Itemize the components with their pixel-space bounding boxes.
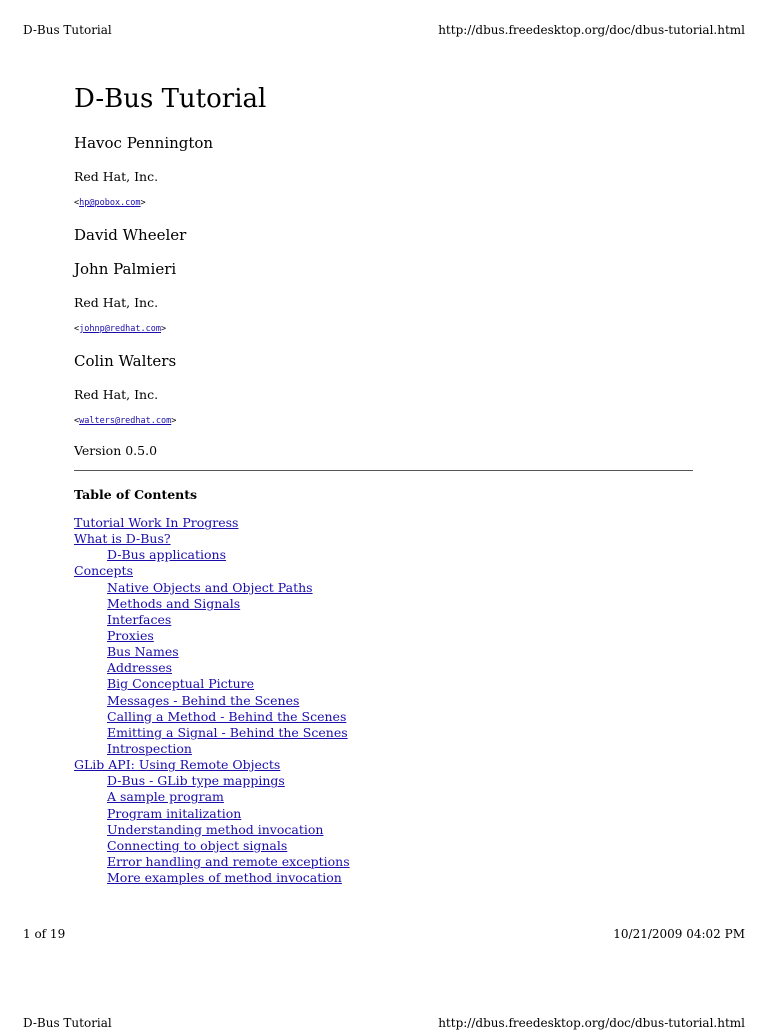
toc-link[interactable]: A sample program: [107, 789, 224, 805]
toc-item: [74, 789, 350, 805]
author-email: <walters@redhat.com>: [74, 416, 177, 426]
toc-item: [74, 660, 350, 676]
author-name: John Palmieri: [74, 260, 177, 278]
document-title: D-Bus Tutorial: [74, 84, 267, 114]
author-email: <hp@pobox.com>: [74, 198, 146, 208]
toc-link[interactable]: Calling a Method - Behind the Scenes: [107, 708, 347, 724]
document-version: Version 0.5.0: [74, 443, 158, 458]
toc-item: [74, 596, 350, 612]
toc-item: [74, 547, 350, 563]
toc-item: [74, 580, 350, 596]
toc-item: [74, 838, 350, 854]
author-email-link[interactable]: hp@pobox.com: [79, 198, 141, 208]
toc-link[interactable]: Big Conceptual Picture: [107, 676, 255, 692]
toc-link[interactable]: Emitting a Signal - Behind the Scenes: [107, 724, 348, 740]
print-header-url: http://dbus.freedesktop.org/doc/dbus-tutorial.html: [438, 23, 745, 37]
toc-item: [74, 822, 350, 838]
print-footer-page: 1 of 19: [23, 927, 66, 941]
toc-item: [74, 757, 350, 773]
toc-link[interactable]: Error handling and remote exceptions: [107, 853, 350, 869]
toc-item: [74, 709, 350, 725]
toc-item: [74, 725, 350, 741]
toc-item: [74, 515, 350, 531]
toc-link[interactable]: Messages - Behind the Scenes: [107, 692, 300, 708]
author-email-link[interactable]: walters@redhat.com: [79, 416, 172, 426]
author-name: David Wheeler: [74, 226, 187, 244]
toc-link[interactable]: Concepts: [74, 563, 133, 579]
toc-link[interactable]: GLib API: Using Remote Objects: [74, 757, 281, 773]
toc-item: [74, 644, 350, 660]
print-header-title: D-Bus Tutorial: [23, 23, 112, 37]
toc-item: [74, 676, 350, 692]
author-affiliation: Red Hat, Inc.: [74, 169, 159, 184]
toc-item: [74, 870, 350, 886]
author-affiliation: Red Hat, Inc.: [74, 295, 159, 310]
divider: [74, 470, 693, 471]
toc-link[interactable]: Program initalization: [107, 805, 242, 821]
toc-item: [74, 693, 350, 709]
next-page-header-url: http://dbus.freedesktop.org/doc/dbus-tutorial.html: [438, 1016, 745, 1030]
toc-link[interactable]: D-Bus - GLib type mappings: [107, 773, 285, 789]
author-email-link[interactable]: johnp@redhat.com: [79, 324, 162, 334]
toc-item: [74, 563, 350, 579]
toc-item: [74, 773, 350, 789]
author-affiliation: Red Hat, Inc.: [74, 387, 159, 402]
toc-item: [74, 854, 350, 870]
toc-link[interactable]: Methods and Signals: [107, 595, 241, 611]
toc-link[interactable]: What is D-Bus?: [74, 531, 171, 547]
toc-title: Table of Contents: [74, 487, 198, 502]
toc-link[interactable]: More examples of method invocation: [107, 870, 342, 886]
toc-item: [74, 741, 350, 757]
toc-item: [74, 612, 350, 628]
toc-link[interactable]: Introspection: [107, 740, 192, 756]
print-footer-datetime: 10/21/2009 04:02 PM: [613, 927, 745, 941]
toc-link[interactable]: D-Bus applications: [107, 547, 227, 563]
toc-link[interactable]: Understanding method invocation: [107, 821, 324, 837]
toc-item: [74, 806, 350, 822]
toc-link[interactable]: Interfaces: [107, 611, 172, 627]
toc-link[interactable]: Proxies: [107, 627, 154, 643]
toc-list: [74, 515, 350, 886]
toc-link[interactable]: Connecting to object signals: [107, 837, 288, 853]
author-email: <johnp@redhat.com>: [74, 324, 167, 334]
toc-link[interactable]: Addresses: [107, 660, 173, 676]
toc-link[interactable]: Bus Names: [107, 644, 179, 660]
toc-item: [74, 531, 350, 547]
toc-link[interactable]: Native Objects and Object Paths: [107, 579, 313, 595]
toc-link[interactable]: Tutorial Work In Progress: [74, 515, 239, 530]
toc-item: [74, 628, 350, 644]
next-page-header-title: D-Bus Tutorial: [23, 1016, 112, 1030]
author-name: Colin Walters: [74, 352, 177, 370]
author-name: Havoc Pennington: [74, 134, 214, 152]
